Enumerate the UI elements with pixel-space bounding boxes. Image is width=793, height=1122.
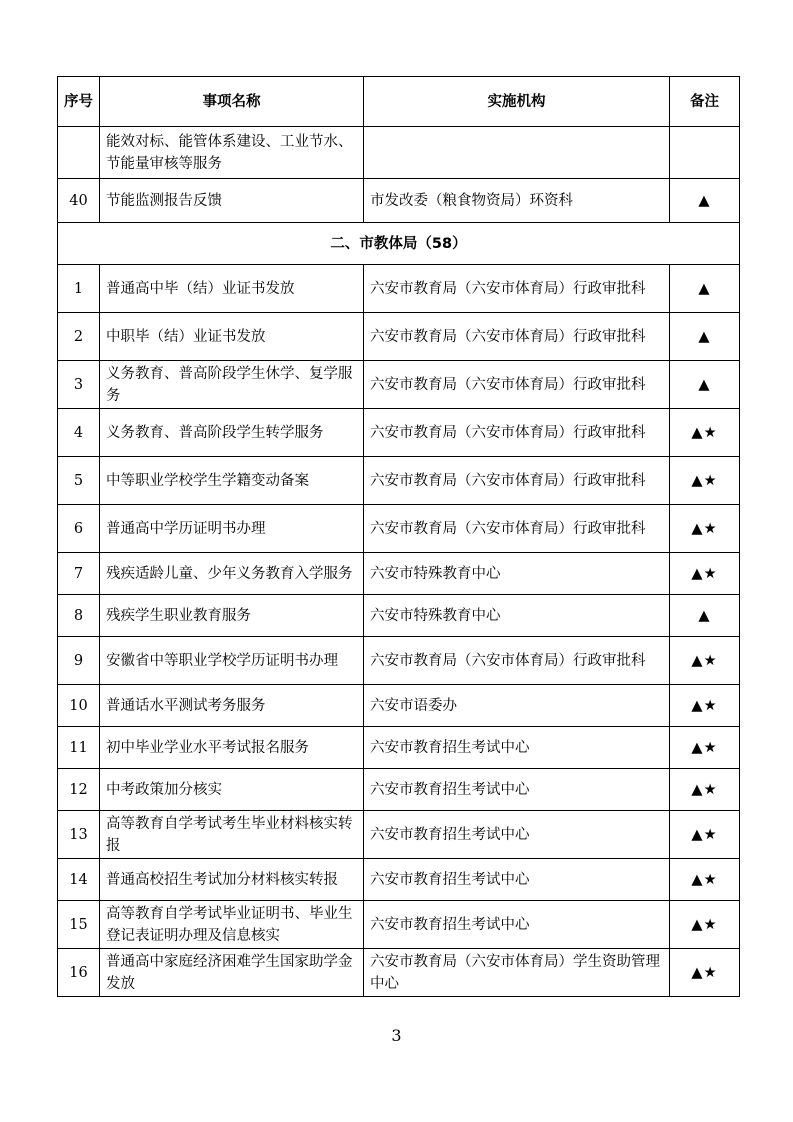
table-header-row [58, 77, 740, 127]
table-row [58, 361, 740, 409]
table-row [58, 127, 740, 179]
table-row [58, 457, 740, 505]
row-no: 9 [58, 637, 100, 685]
row-no: 10 [58, 685, 100, 727]
row-org: 六安市教育局（六安市体育局）学生资助管理中心 [364, 949, 670, 997]
row-name: 安徽省中等职业学校学历证明书办理 [100, 637, 364, 685]
row-no: 40 [58, 179, 100, 223]
table-row [58, 949, 740, 997]
row-org: 六安市教育局（六安市体育局）行政审批科 [364, 313, 670, 361]
row-org: 六安市教育局（六安市体育局）行政审批科 [364, 505, 670, 553]
row-note: ▲★ [670, 769, 740, 811]
table-row [58, 901, 740, 949]
row-org: 六安市教育招生考试中心 [364, 859, 670, 901]
row-name: 义务教育、普高阶段学生转学服务 [100, 409, 364, 457]
section-title: 二、市教体局（58） [58, 223, 740, 265]
page-number: 3 [391, 1026, 402, 1045]
table-row [58, 811, 740, 859]
row-note: ▲★ [670, 811, 740, 859]
table-row [58, 179, 740, 223]
row-no: 15 [58, 901, 100, 949]
row-name: 高等教育自学考试毕业证明书、毕业生登记表证明办理及信息核实 [100, 901, 364, 949]
row-no: 8 [58, 595, 100, 637]
row-note: ▲★ [670, 859, 740, 901]
row-name: 普通话水平测试考务服务 [100, 685, 364, 727]
row-org: 六安市特殊教育中心 [364, 595, 670, 637]
row-name: 义务教育、普高阶段学生休学、复学服务 [100, 361, 364, 409]
row-note: ▲★ [670, 901, 740, 949]
section-row [58, 223, 740, 265]
row-org: 市发改委（粮食物资局）环资科 [364, 179, 670, 223]
row-note: ▲★ [670, 637, 740, 685]
row-no: 13 [58, 811, 100, 859]
row-no: 11 [58, 727, 100, 769]
row-name: 普通高中毕（结）业证书发放 [100, 265, 364, 313]
header-name: 事项名称 [100, 77, 364, 127]
row-no: 3 [58, 361, 100, 409]
row-org: 六安市教育局（六安市体育局）行政审批科 [364, 265, 670, 313]
header-no: 序号 [58, 77, 100, 127]
row-name: 普通高中家庭经济困难学生国家助学金发放 [100, 949, 364, 997]
row-no: 1 [58, 265, 100, 313]
row-org: 六安市教育局（六安市体育局）行政审批科 [364, 361, 670, 409]
row-name: 初中毕业学业水平考试报名服务 [100, 727, 364, 769]
row-org [364, 127, 670, 179]
table-row [58, 859, 740, 901]
row-name: 普通高校招生考试加分材料核实转报 [100, 859, 364, 901]
row-note: ▲★ [670, 409, 740, 457]
row-note: ▲ [670, 265, 740, 313]
row-no [58, 127, 100, 179]
row-name: 中等职业学校学生学籍变动备案 [100, 457, 364, 505]
row-org: 六安市教育局（六安市体育局）行政审批科 [364, 637, 670, 685]
row-no: 7 [58, 553, 100, 595]
row-note: ▲★ [670, 553, 740, 595]
row-note: ▲★ [670, 949, 740, 997]
row-note [670, 127, 740, 179]
row-no: 14 [58, 859, 100, 901]
row-note: ▲ [670, 313, 740, 361]
row-org: 六安市教育招生考试中心 [364, 811, 670, 859]
row-note: ▲ [670, 361, 740, 409]
row-org: 六安市特殊教育中心 [364, 553, 670, 595]
row-no: 4 [58, 409, 100, 457]
table-row [58, 553, 740, 595]
row-note: ▲★ [670, 505, 740, 553]
service-items-table [57, 76, 740, 997]
table-row [58, 685, 740, 727]
row-note: ▲★ [670, 457, 740, 505]
row-note: ▲ [670, 595, 740, 637]
row-name: 能效对标、能管体系建设、工业节水、节能量审核等服务 [100, 127, 364, 179]
table-row [58, 595, 740, 637]
row-org: 六安市语委办 [364, 685, 670, 727]
table-row [58, 313, 740, 361]
row-no: 5 [58, 457, 100, 505]
row-org: 六安市教育招生考试中心 [364, 727, 670, 769]
row-note: ▲ [670, 179, 740, 223]
row-org: 六安市教育局（六安市体育局）行政审批科 [364, 409, 670, 457]
table-row [58, 769, 740, 811]
header-note: 备注 [670, 77, 740, 127]
table-row [58, 505, 740, 553]
row-note: ▲★ [670, 727, 740, 769]
table-row [58, 727, 740, 769]
row-org: 六安市教育局（六安市体育局）行政审批科 [364, 457, 670, 505]
header-org: 实施机构 [364, 77, 670, 127]
row-name: 高等教育自学考试考生毕业材料核实转报 [100, 811, 364, 859]
table-row [58, 637, 740, 685]
table-body [58, 265, 740, 997]
row-no: 12 [58, 769, 100, 811]
row-note: ▲★ [670, 685, 740, 727]
row-org: 六安市教育招生考试中心 [364, 769, 670, 811]
row-name: 节能监测报告反馈 [100, 179, 364, 223]
row-org: 六安市教育招生考试中心 [364, 901, 670, 949]
row-no: 6 [58, 505, 100, 553]
table-row [58, 265, 740, 313]
row-name: 残疾学生职业教育服务 [100, 595, 364, 637]
table-row [58, 409, 740, 457]
row-no: 16 [58, 949, 100, 997]
row-name: 中考政策加分核实 [100, 769, 364, 811]
row-name: 普通高中学历证明书办理 [100, 505, 364, 553]
row-name: 残疾适龄儿童、少年义务教育入学服务 [100, 553, 364, 595]
row-name: 中职毕（结）业证书发放 [100, 313, 364, 361]
row-no: 2 [58, 313, 100, 361]
